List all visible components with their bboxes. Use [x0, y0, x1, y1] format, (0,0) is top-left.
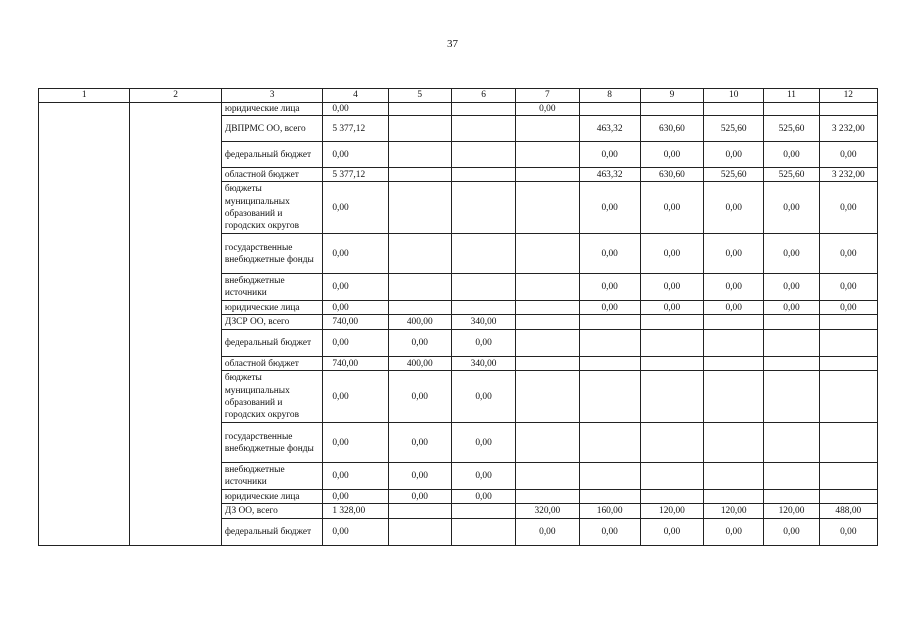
value-cell: [451, 504, 515, 519]
value-cell: [579, 371, 640, 423]
value-cell: 0,00: [704, 301, 764, 315]
value-cell: [516, 490, 579, 504]
value-cell: 120,00: [640, 504, 703, 519]
value-cell: 400,00: [388, 315, 451, 330]
value-cell: 488,00: [819, 504, 877, 519]
value-cell: [764, 490, 819, 504]
value-cell: [451, 274, 515, 301]
value-cell: [819, 423, 877, 463]
value-cell: 0,00: [819, 274, 877, 301]
value-cell: [388, 116, 451, 142]
value-cell: [451, 519, 515, 546]
value-cell: [764, 315, 819, 330]
value-cell: 463,32: [579, 168, 640, 182]
value-cell: 630,60: [640, 168, 703, 182]
value-cell: [579, 315, 640, 330]
value-cell: [451, 168, 515, 182]
value-cell: [819, 315, 877, 330]
value-cell: 463,32: [579, 116, 640, 142]
value-cell: [516, 234, 579, 274]
value-cell: [704, 371, 764, 423]
value-cell: [388, 142, 451, 168]
value-cell: 0,00: [640, 274, 703, 301]
value-cell: [388, 182, 451, 234]
value-cell: 0,00: [764, 274, 819, 301]
value-cell: [640, 490, 703, 504]
value-cell: [640, 103, 703, 116]
value-cell: 120,00: [704, 504, 764, 519]
value-cell: [704, 103, 764, 116]
value-cell: 0,00: [451, 330, 515, 357]
value-cell: [819, 490, 877, 504]
value-cell: [516, 168, 579, 182]
value-cell: [704, 490, 764, 504]
value-cell: [819, 330, 877, 357]
value-cell: 3 232,00: [819, 116, 877, 142]
value-cell: [451, 182, 515, 234]
value-cell: 0,00: [579, 182, 640, 234]
value-cell: 0,00: [388, 463, 451, 490]
value-cell: 0,00: [704, 182, 764, 234]
row-label: федеральный бюджет: [221, 519, 322, 546]
value-cell: 5 377,12: [323, 116, 388, 142]
value-cell: [764, 330, 819, 357]
value-cell: 0,00: [388, 490, 451, 504]
value-cell: [579, 490, 640, 504]
value-cell: 0,00: [323, 182, 388, 234]
row-label: внебюджетные источники: [221, 274, 322, 301]
value-cell: [819, 357, 877, 371]
row-label: ДЗ ОО, всего: [221, 504, 322, 519]
value-cell: 0,00: [323, 234, 388, 274]
value-cell: [516, 371, 579, 423]
value-cell: 0,00: [579, 142, 640, 168]
value-cell: 0,00: [640, 234, 703, 274]
row-label: бюджеты муниципальных образований и городских округов: [221, 182, 322, 234]
value-cell: [819, 371, 877, 423]
value-cell: 0,00: [323, 371, 388, 423]
row-label: юридические лица: [221, 103, 322, 116]
value-cell: [819, 103, 877, 116]
row-label: государственные внебюджетные фонды: [221, 234, 322, 274]
value-cell: [704, 463, 764, 490]
column-header: 11: [764, 89, 819, 103]
value-cell: [640, 371, 703, 423]
value-cell: [451, 234, 515, 274]
value-cell: [579, 103, 640, 116]
value-cell: 0,00: [640, 301, 703, 315]
value-cell: 0,00: [764, 519, 819, 546]
value-cell: 0,00: [451, 463, 515, 490]
value-cell: [451, 301, 515, 315]
value-cell: 160,00: [579, 504, 640, 519]
column-header: 6: [451, 89, 515, 103]
value-cell: [764, 103, 819, 116]
value-cell: 0,00: [516, 519, 579, 546]
table-row: [39, 103, 878, 116]
value-cell: 0,00: [579, 301, 640, 315]
value-cell: 0,00: [704, 142, 764, 168]
value-cell: [451, 142, 515, 168]
row-label: федеральный бюджет: [221, 330, 322, 357]
value-cell: 0,00: [451, 371, 515, 423]
table-col-1-cell: [39, 103, 130, 546]
value-cell: [579, 423, 640, 463]
row-label: ДЗСР ОО, всего: [221, 315, 322, 330]
value-cell: [764, 357, 819, 371]
page-number: 37: [447, 38, 458, 50]
value-cell: [704, 357, 764, 371]
value-cell: 0,00: [579, 519, 640, 546]
value-cell: [704, 330, 764, 357]
value-cell: 740,00: [323, 315, 388, 330]
column-header: 2: [130, 89, 221, 103]
value-cell: 525,60: [704, 116, 764, 142]
value-cell: [516, 274, 579, 301]
column-header: 10: [704, 89, 764, 103]
value-cell: 0,00: [640, 519, 703, 546]
column-header: 5: [388, 89, 451, 103]
value-cell: [451, 116, 515, 142]
value-cell: [388, 519, 451, 546]
value-cell: [640, 463, 703, 490]
row-label: федеральный бюджет: [221, 142, 322, 168]
column-header: 12: [819, 89, 877, 103]
row-label: бюджеты муниципальных образований и городских округов: [221, 371, 322, 423]
value-cell: [516, 116, 579, 142]
value-cell: 0,00: [819, 519, 877, 546]
value-cell: 740,00: [323, 357, 388, 371]
row-label: внебюджетные источники: [221, 463, 322, 490]
value-cell: [764, 371, 819, 423]
column-header: 3: [221, 89, 322, 103]
value-cell: 340,00: [451, 315, 515, 330]
value-cell: [704, 315, 764, 330]
value-cell: 5 377,12: [323, 168, 388, 182]
value-cell: 0,00: [764, 142, 819, 168]
value-cell: [640, 357, 703, 371]
value-cell: [704, 423, 764, 463]
value-cell: 0,00: [704, 234, 764, 274]
value-cell: 0,00: [704, 274, 764, 301]
row-label: ДВПРМС ОО, всего: [221, 116, 322, 142]
budget-table: [38, 88, 878, 546]
value-cell: [516, 315, 579, 330]
value-cell: [451, 103, 515, 116]
value-cell: [388, 168, 451, 182]
column-header: 8: [579, 89, 640, 103]
value-cell: 0,00: [640, 182, 703, 234]
value-cell: 0,00: [640, 142, 703, 168]
row-label: юридические лица: [221, 301, 322, 315]
value-cell: 0,00: [764, 182, 819, 234]
value-cell: [388, 234, 451, 274]
column-header: 1: [39, 89, 130, 103]
value-cell: 0,00: [764, 234, 819, 274]
value-cell: 0,00: [451, 490, 515, 504]
value-cell: [579, 357, 640, 371]
column-header: 7: [516, 89, 579, 103]
value-cell: 0,00: [819, 182, 877, 234]
column-header: 9: [640, 89, 703, 103]
value-cell: 0,00: [323, 330, 388, 357]
value-cell: 525,60: [764, 168, 819, 182]
row-label: областной бюджет: [221, 357, 322, 371]
value-cell: [579, 463, 640, 490]
value-cell: 0,00: [388, 423, 451, 463]
column-header: 4: [323, 89, 388, 103]
value-cell: 0,00: [516, 103, 579, 116]
value-cell: [516, 182, 579, 234]
value-cell: [640, 423, 703, 463]
value-cell: 3 232,00: [819, 168, 877, 182]
value-cell: 0,00: [323, 301, 388, 315]
value-cell: [764, 463, 819, 490]
value-cell: 0,00: [451, 423, 515, 463]
value-cell: [819, 463, 877, 490]
value-cell: [516, 142, 579, 168]
value-cell: [516, 330, 579, 357]
value-cell: 340,00: [451, 357, 515, 371]
value-cell: [764, 423, 819, 463]
value-cell: 0,00: [323, 103, 388, 116]
value-cell: 0,00: [323, 423, 388, 463]
value-cell: [516, 463, 579, 490]
value-cell: 0,00: [323, 274, 388, 301]
value-cell: [579, 330, 640, 357]
value-cell: 0,00: [323, 142, 388, 168]
row-label: государственные внебюджетные фонды: [221, 423, 322, 463]
value-cell: 525,60: [764, 116, 819, 142]
value-cell: 630,60: [640, 116, 703, 142]
value-cell: [516, 301, 579, 315]
value-cell: 0,00: [819, 234, 877, 274]
value-cell: [516, 423, 579, 463]
value-cell: [388, 274, 451, 301]
value-cell: 0,00: [704, 519, 764, 546]
table-col-2-cell: [130, 103, 221, 546]
value-cell: 0,00: [323, 490, 388, 504]
value-cell: 0,00: [579, 274, 640, 301]
value-cell: [640, 315, 703, 330]
value-cell: 0,00: [819, 142, 877, 168]
value-cell: [640, 330, 703, 357]
value-cell: 1 328,00: [323, 504, 388, 519]
value-cell: 400,00: [388, 357, 451, 371]
value-cell: 120,00: [764, 504, 819, 519]
value-cell: [388, 504, 451, 519]
value-cell: [516, 357, 579, 371]
value-cell: 0,00: [323, 519, 388, 546]
value-cell: 0,00: [579, 234, 640, 274]
value-cell: 525,60: [704, 168, 764, 182]
value-cell: [388, 301, 451, 315]
value-cell: 0,00: [323, 463, 388, 490]
row-label: областной бюджет: [221, 168, 322, 182]
value-cell: 0,00: [764, 301, 819, 315]
value-cell: 320,00: [516, 504, 579, 519]
row-label: юридические лица: [221, 490, 322, 504]
table-header-row: [39, 89, 878, 103]
value-cell: 0,00: [388, 330, 451, 357]
value-cell: 0,00: [388, 371, 451, 423]
value-cell: 0,00: [819, 301, 877, 315]
value-cell: [388, 103, 451, 116]
